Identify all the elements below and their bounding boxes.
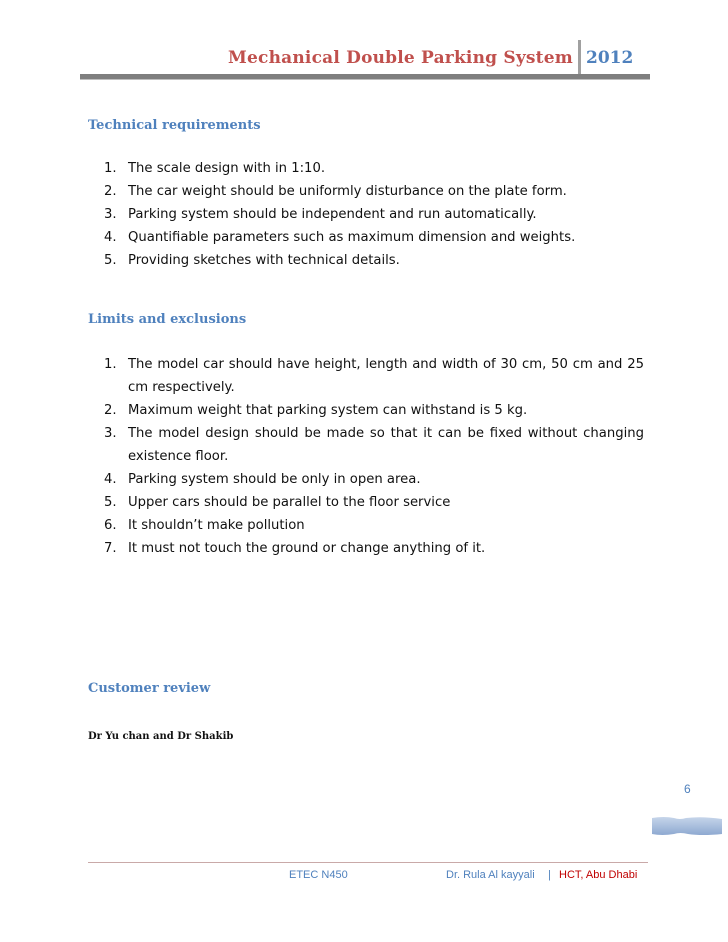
limits-heading: Limits and exclusions bbox=[88, 312, 247, 327]
footer-author: Dr. Rula Al kayyali bbox=[446, 869, 535, 881]
footer-course: ETEC N450 bbox=[289, 869, 348, 881]
technical-requirements-list bbox=[104, 157, 644, 272]
list-item: 3. Parking system should be independent and run automatically. bbox=[104, 207, 537, 222]
customer-review-heading: Customer review bbox=[88, 681, 211, 696]
technical-requirements-heading: Technical requirements bbox=[88, 118, 261, 133]
header-separator bbox=[578, 40, 581, 78]
reviewers-text: Dr Yu chan and Dr Shakib bbox=[88, 731, 234, 742]
list-item: 4. Parking system should be only in open area. bbox=[104, 472, 421, 487]
list-item: 2. The car weight should be uniformly disturbance on the plate form. bbox=[104, 184, 567, 199]
page-tab-decoration bbox=[652, 816, 722, 836]
list-item: 3. The model design should be made so that it can be fixed without changing existence floor. bbox=[104, 426, 644, 464]
header-rule-thin bbox=[80, 79, 650, 80]
document-title: Mechanical Double Parking System bbox=[228, 48, 573, 68]
list-item: 5. Providing sketches with technical details. bbox=[104, 253, 400, 268]
list-item: 1. The scale design with in 1:10. bbox=[104, 161, 326, 176]
list-item: 2. Maximum weight that parking system can withstand is 5 kg. bbox=[104, 403, 528, 418]
document-year: 2012 bbox=[586, 48, 634, 68]
footer-institution: HCT, Abu Dhabi bbox=[559, 869, 638, 881]
list-item: 7. It must not touch the ground or change anything of it. bbox=[104, 541, 486, 556]
page-number: 6 bbox=[684, 782, 691, 796]
list-item: 5. Upper cars should be parallel to the floor service bbox=[104, 495, 451, 510]
list-item: 4. Quantifiable parameters such as maximum dimension and weights. bbox=[104, 230, 576, 245]
footer-rule bbox=[88, 862, 648, 863]
list-item: 6. It shouldn’t make pollution bbox=[104, 518, 305, 533]
list-item: 1. The model car should have height, length and width of 30 cm, 50 cm and 25 cm respectively. bbox=[104, 357, 644, 395]
limits-list bbox=[104, 353, 644, 560]
footer-separator: | bbox=[548, 869, 551, 881]
